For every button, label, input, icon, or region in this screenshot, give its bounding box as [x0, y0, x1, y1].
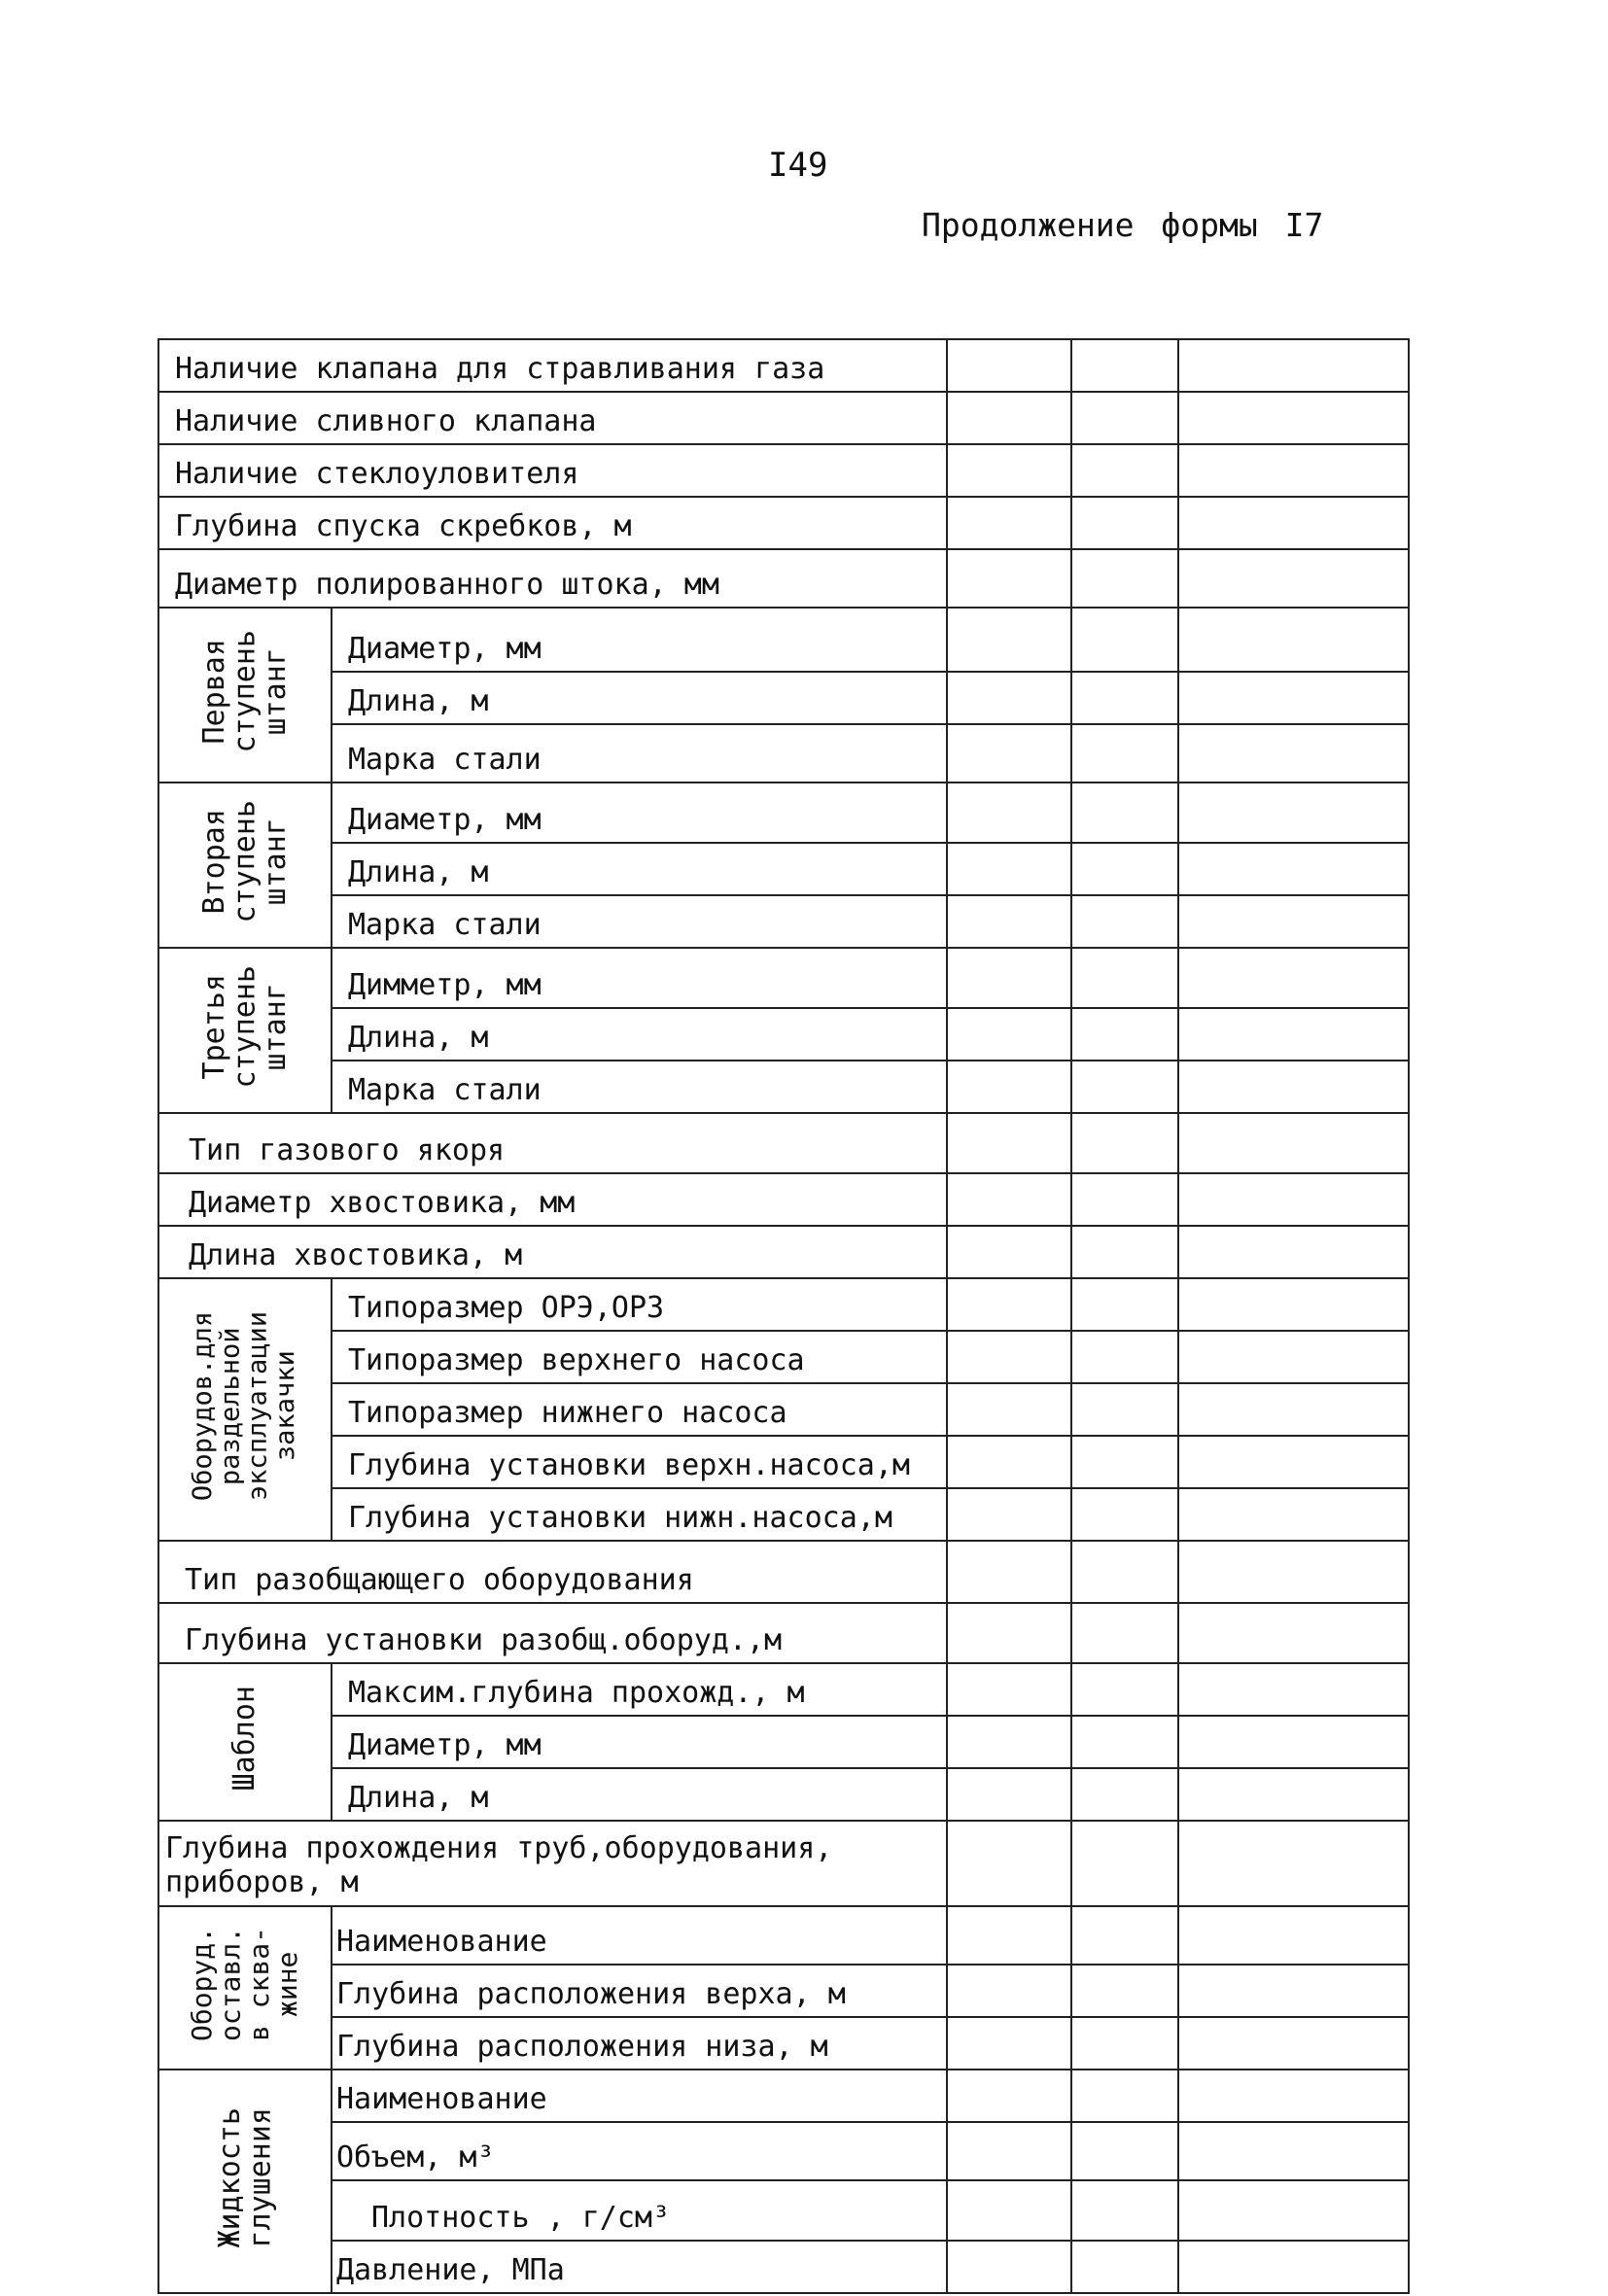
form-row [158, 1331, 1409, 1383]
form-row [158, 392, 1409, 444]
value-cell[interactable] [947, 1821, 1071, 1906]
value-cell[interactable] [1071, 2180, 1178, 2241]
form-row [158, 1383, 1409, 1436]
row-label: Глубина установки верхн.насоса,м [332, 1436, 947, 1488]
group-second-rod-stage [158, 783, 332, 948]
value-cell[interactable] [1071, 2122, 1178, 2180]
form-row [158, 2241, 1409, 2293]
row-label: Давление, МПа [332, 2241, 947, 2293]
group-separate-operation-equipment [158, 1278, 332, 1541]
value-cell[interactable] [1178, 444, 1409, 497]
value-cell[interactable] [1071, 1716, 1178, 1768]
row-label-packer-type: Тип разобщающего оборудования [158, 1541, 947, 1603]
form-row [158, 1488, 1409, 1541]
row-label: Диаметр, мм [332, 1716, 947, 1768]
value-cell[interactable] [947, 1008, 1071, 1061]
row-label: Типоразмер верхнего насоса [332, 1331, 947, 1383]
value-cell[interactable] [1071, 2017, 1178, 2070]
value-cell[interactable] [1071, 392, 1178, 444]
row-label: Длина, м [332, 1008, 947, 1061]
value-cell[interactable] [1178, 1061, 1409, 1113]
value-cell[interactable] [1178, 672, 1409, 724]
value-cell[interactable] [1071, 1965, 1178, 2017]
form-row [158, 1173, 1409, 1226]
row-label-polished-rod-diameter: Диаметр полированного штока, мм [158, 549, 947, 608]
row-label: Глубина установки нижн.насоса,м [332, 1488, 947, 1541]
value-cell[interactable] [1071, 444, 1178, 497]
value-cell[interactable] [1178, 1821, 1409, 1906]
value-cell[interactable] [1178, 1965, 1409, 2017]
value-cell[interactable] [947, 608, 1071, 672]
value-cell[interactable] [947, 1113, 1071, 1173]
value-cell[interactable] [1071, 1906, 1178, 1965]
value-cell[interactable] [1178, 2122, 1409, 2180]
value-cell[interactable] [1178, 1383, 1409, 1436]
value-cell[interactable] [1178, 1226, 1409, 1278]
value-cell[interactable] [1178, 1436, 1409, 1488]
value-cell[interactable] [947, 1768, 1071, 1821]
value-cell[interactable] [947, 1278, 1071, 1331]
value-cell[interactable] [1178, 1768, 1409, 1821]
form-row [158, 2017, 1409, 2070]
form-row [158, 1768, 1409, 1821]
form-row [158, 1603, 1409, 1663]
value-cell[interactable] [1178, 1331, 1409, 1383]
value-cell[interactable] [947, 1436, 1071, 1488]
value-cell[interactable] [1071, 1821, 1178, 1906]
value-cell[interactable] [947, 1226, 1071, 1278]
form-row [158, 339, 1409, 392]
value-cell[interactable] [947, 1541, 1071, 1603]
value-cell[interactable] [1071, 1113, 1178, 1173]
value-cell[interactable] [947, 1488, 1071, 1541]
form-continuation-note: Продолжение формы I7 [922, 206, 1324, 244]
value-cell[interactable] [1071, 1008, 1178, 1061]
form-row [158, 1061, 1409, 1113]
row-label-drain-valve: Наличие сливного клапана [158, 392, 947, 444]
value-cell[interactable] [947, 2122, 1071, 2180]
value-cell[interactable] [1178, 843, 1409, 895]
value-cell[interactable] [1178, 1008, 1409, 1061]
value-cell[interactable] [1178, 2070, 1409, 2122]
value-cell[interactable] [947, 1965, 1071, 2017]
row-label: Типоразмер нижнего насоса [332, 1383, 947, 1436]
group-first-rod-stage [158, 608, 332, 783]
form-row [158, 1278, 1409, 1331]
value-cell[interactable] [947, 392, 1071, 444]
value-cell[interactable] [947, 1603, 1071, 1663]
value-cell[interactable] [947, 948, 1071, 1008]
row-label: Длина, м [332, 672, 947, 724]
row-label: Длина, м [332, 843, 947, 895]
group-title: Третья ступень штанг [196, 965, 293, 1089]
group-template [158, 1663, 332, 1821]
value-cell[interactable] [947, 2017, 1071, 2070]
value-cell[interactable] [1178, 2241, 1409, 2293]
page-number: I49 [768, 146, 828, 185]
form-row [158, 1541, 1409, 1603]
value-cell[interactable] [1071, 895, 1178, 948]
value-cell[interactable] [947, 1716, 1071, 1768]
value-cell[interactable] [947, 1061, 1071, 1113]
value-cell[interactable] [1071, 1226, 1178, 1278]
row-label: Диаметр, мм [332, 783, 947, 843]
value-cell[interactable] [1178, 895, 1409, 948]
value-cell[interactable] [947, 549, 1071, 608]
row-label-liner-diameter: Диаметр хвостовика, мм [158, 1173, 947, 1226]
value-cell[interactable] [1178, 497, 1409, 549]
value-cell[interactable] [1178, 1488, 1409, 1541]
value-cell[interactable] [947, 1173, 1071, 1226]
value-cell[interactable] [1178, 783, 1409, 843]
value-cell[interactable] [1071, 1541, 1178, 1603]
value-cell[interactable] [1178, 724, 1409, 783]
value-cell[interactable] [947, 2241, 1071, 2293]
form-row [158, 1113, 1409, 1173]
row-label: Марка стали [332, 724, 947, 783]
value-cell[interactable] [1178, 339, 1409, 392]
value-cell[interactable] [1178, 1541, 1409, 1603]
form-row [158, 843, 1409, 895]
value-cell[interactable] [1071, 339, 1178, 392]
group-title: Первая ступень штанг [196, 630, 293, 753]
value-cell[interactable] [1178, 2017, 1409, 2070]
value-cell[interactable] [947, 1663, 1071, 1716]
value-cell[interactable] [1071, 672, 1178, 724]
value-cell[interactable] [1178, 1663, 1409, 1716]
group-kill-fluid [158, 2070, 332, 2293]
value-cell[interactable] [1071, 2070, 1178, 2122]
value-cell[interactable] [1178, 1716, 1409, 1768]
value-cell[interactable] [1178, 392, 1409, 444]
form-row [158, 1906, 1409, 1965]
value-cell[interactable] [947, 783, 1071, 843]
value-cell[interactable] [1071, 1603, 1178, 1663]
group-title: Шаблон [227, 1686, 262, 1792]
value-cell[interactable] [1071, 948, 1178, 1008]
value-cell[interactable] [1071, 1173, 1178, 1226]
value-cell[interactable] [1178, 1603, 1409, 1663]
group-title: Вторая ступень штанг [196, 800, 293, 923]
row-label: Максим.глубина прохожд., м [332, 1663, 947, 1716]
value-cell[interactable] [1071, 1768, 1178, 1821]
value-cell[interactable] [1071, 843, 1178, 895]
row-label: Диаметр, мм [332, 608, 947, 672]
value-cell[interactable] [1178, 1278, 1409, 1331]
group-title: Жидкость глушения [212, 2107, 277, 2248]
value-cell[interactable] [1178, 608, 1409, 672]
form-row [158, 1663, 1409, 1716]
value-cell[interactable] [1071, 1278, 1178, 1331]
value-cell[interactable] [1071, 608, 1178, 672]
value-cell[interactable] [1071, 783, 1178, 843]
form-row [158, 948, 1409, 1008]
form-row [158, 2122, 1409, 2180]
value-cell[interactable] [1071, 1436, 1178, 1488]
value-cell[interactable] [1071, 497, 1178, 549]
row-label: Марка стали [332, 1061, 947, 1113]
form-row [158, 549, 1409, 608]
row-label-glass-catcher: Наличие стеклоуловителя [158, 444, 947, 497]
row-label: Наименование [332, 1906, 947, 1965]
row-label-packer-depth: Глубина установки разобщ.оборуд.,м [158, 1603, 947, 1663]
value-cell[interactable] [947, 724, 1071, 783]
value-cell[interactable] [947, 2070, 1071, 2122]
row-label: Типоразмер ОРЭ,ОРЗ [332, 1278, 947, 1331]
value-cell[interactable] [947, 1383, 1071, 1436]
value-cell[interactable] [1071, 724, 1178, 783]
group-title: Оборудов.для раздельной эксплуатации закачки [188, 1310, 301, 1502]
form-row [158, 1226, 1409, 1278]
value-cell[interactable] [1178, 1113, 1409, 1173]
value-cell[interactable] [1071, 549, 1178, 608]
row-label-gas-release-valve: Наличие клапана для стравливания газа [158, 339, 947, 392]
value-cell[interactable] [1178, 1906, 1409, 1965]
value-cell[interactable] [1071, 2241, 1178, 2293]
row-label: Объем, м³ [332, 2122, 947, 2180]
value-cell[interactable] [947, 843, 1071, 895]
row-label: Плотность , г/см³ [332, 2180, 947, 2241]
form-row [158, 608, 1409, 672]
value-cell[interactable] [1071, 1488, 1178, 1541]
form-row [158, 724, 1409, 783]
row-label-gas-anchor-type: Тип газового якоря [158, 1113, 947, 1173]
group-equipment-left-in-well [158, 1906, 332, 2070]
form-row [158, 783, 1409, 843]
row-label: Глубина расположения низа, м [332, 2017, 947, 2070]
group-third-rod-stage [158, 948, 332, 1113]
form-row [158, 1965, 1409, 2017]
value-cell[interactable] [947, 497, 1071, 549]
well-equipment-form-table [157, 338, 1410, 2294]
value-cell[interactable] [947, 672, 1071, 724]
value-cell[interactable] [1178, 549, 1409, 608]
value-cell[interactable] [947, 339, 1071, 392]
value-cell[interactable] [1178, 1173, 1409, 1226]
form-row [158, 497, 1409, 549]
value-cell[interactable] [947, 1331, 1071, 1383]
value-cell[interactable] [1071, 1383, 1178, 1436]
value-cell[interactable] [947, 895, 1071, 948]
form-row [158, 2070, 1409, 2122]
form-row [158, 1436, 1409, 1488]
value-cell[interactable] [1071, 1663, 1178, 1716]
row-label: Длина, м [332, 1768, 947, 1821]
value-cell[interactable] [947, 1906, 1071, 1965]
value-cell[interactable] [1071, 1331, 1178, 1383]
form-row [158, 1008, 1409, 1061]
form-row [158, 672, 1409, 724]
form-row [158, 2180, 1409, 2241]
row-label: Наименование [332, 2070, 947, 2122]
value-cell[interactable] [947, 444, 1071, 497]
row-label-scraper-depth: Глубина спуска скребков, м [158, 497, 947, 549]
row-label: Димметр, мм [332, 948, 947, 1008]
row-label-liner-length: Длина хвостовика, м [158, 1226, 947, 1278]
row-label-passage-depth: Глубина прохождения труб,оборудования, приборов, м [158, 1821, 947, 1906]
form-row [158, 895, 1409, 948]
group-title: Оборуд. оставл. в сква- жине [186, 1927, 304, 2042]
value-cell[interactable] [1071, 1061, 1178, 1113]
form-row [158, 1821, 1409, 1906]
value-cell[interactable] [1178, 2180, 1409, 2241]
row-label: Глубина расположения верха, м [332, 1965, 947, 2017]
form-row [158, 1716, 1409, 1768]
value-cell[interactable] [947, 2180, 1071, 2241]
value-cell[interactable] [1178, 948, 1409, 1008]
row-label: Марка стали [332, 895, 947, 948]
form-row [158, 444, 1409, 497]
